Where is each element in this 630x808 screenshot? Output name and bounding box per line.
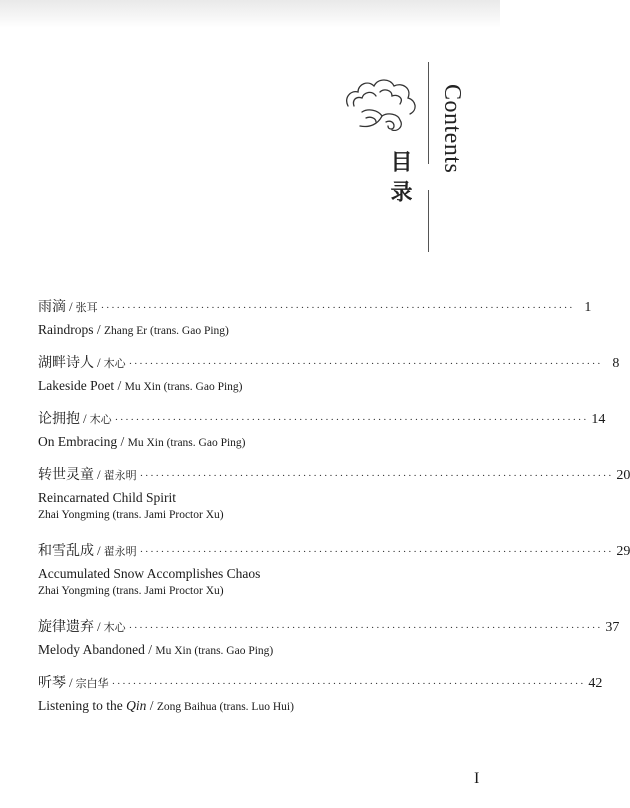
toc-chinese-line bbox=[38, 616, 620, 636]
english-byline: Zong Baihua (trans. Luo Hui) bbox=[156, 701, 294, 713]
english-byline: Mu Xin (trans. Gao Ping) bbox=[155, 645, 274, 657]
toc-chinese-line bbox=[38, 464, 630, 484]
chinese-author: 张耳 bbox=[75, 301, 98, 314]
english-byline: Zhai Yongming (trans. Jami Proctor Xu) bbox=[38, 585, 224, 597]
separator: / bbox=[69, 675, 73, 690]
chinese-title: 和雪乱成 bbox=[38, 543, 94, 559]
english-line: Melody Abandoned / Mu Xin (trans. Gao Ping) bbox=[38, 642, 274, 657]
dot-leader: ·························································································· bbox=[139, 546, 614, 558]
page-number: 29 bbox=[616, 544, 630, 559]
toc-entry[interactable] bbox=[38, 616, 620, 658]
english-title-italic: Qin bbox=[126, 698, 147, 713]
toc-chinese-line bbox=[38, 540, 630, 560]
chinese-title: 雨滴 bbox=[38, 299, 66, 315]
chinese-author: 木心 bbox=[103, 621, 126, 634]
dot-leader: ·························································································· bbox=[100, 302, 575, 314]
english-title: Accumulated Snow Accomplishes Chaos bbox=[38, 566, 261, 581]
page-number: 14 bbox=[591, 412, 606, 427]
dot-leader: ·························································································· bbox=[139, 470, 614, 482]
page-number: 8 bbox=[612, 356, 620, 371]
dot-leader: ·························································································· bbox=[114, 414, 589, 426]
toc-entry[interactable] bbox=[38, 464, 630, 521]
english-byline: Mu Xin (trans. Gao Ping) bbox=[127, 437, 246, 449]
toc-entry[interactable] bbox=[38, 352, 620, 394]
top-shading bbox=[0, 0, 500, 28]
chinese-title: 转世灵童 bbox=[38, 467, 94, 483]
english-line: Lakeside Poet / Mu Xin (trans. Gao Ping) bbox=[38, 378, 243, 393]
toc-entry[interactable] bbox=[38, 540, 630, 597]
toc-entry[interactable] bbox=[38, 296, 592, 338]
english-title-prefix: Listening to the bbox=[38, 698, 127, 713]
english-byline: Mu Xin (trans. Gao Ping) bbox=[124, 381, 243, 393]
chinese-author: 木心 bbox=[103, 357, 126, 370]
english-title: Lakeside Poet bbox=[38, 378, 115, 393]
english-title: On Embracing bbox=[38, 434, 118, 449]
page-folio: I bbox=[474, 770, 480, 787]
chinese-author: 翟永明 bbox=[103, 469, 137, 482]
page-number: 42 bbox=[588, 676, 603, 691]
chinese-title: 论拥抱 bbox=[38, 411, 80, 427]
vertical-rule-bottom bbox=[428, 190, 429, 252]
page-number: 20 bbox=[616, 468, 630, 483]
dot-leader: ·························································································· bbox=[111, 678, 586, 690]
chinese-author: 宗白华 bbox=[75, 677, 109, 690]
english-title: Reincarnated Child Spirit bbox=[38, 490, 176, 505]
vertical-rule-top bbox=[428, 62, 429, 164]
english-line: Raindrops / Zhang Er (trans. Gao Ping) bbox=[38, 322, 229, 337]
toc-chinese-line bbox=[38, 672, 603, 692]
chinese-author: 木心 bbox=[89, 413, 112, 426]
english-byline: Zhai Yongming (trans. Jami Proctor Xu) bbox=[38, 509, 224, 521]
separator: / bbox=[97, 467, 101, 482]
chinese-title: 听琴 bbox=[38, 675, 66, 691]
english-line: On Embracing / Mu Xin (trans. Gao Ping) bbox=[38, 434, 246, 449]
english-title: Melody Abandoned bbox=[38, 642, 145, 657]
cloud-ornament-icon bbox=[342, 76, 420, 138]
toc-chinese-line bbox=[38, 408, 606, 428]
toc-chinese-line bbox=[38, 352, 620, 372]
chinese-title: 湖畔诗人 bbox=[38, 355, 94, 371]
separator: / bbox=[83, 411, 87, 426]
separator: / bbox=[97, 619, 101, 634]
dot-leader: ·························································································· bbox=[128, 622, 603, 634]
toc-chinese-line bbox=[38, 296, 592, 316]
dot-leader: ·························································································· bbox=[128, 358, 603, 370]
contents-heading-chinese: 目录 bbox=[387, 150, 413, 210]
page-number: 1 bbox=[584, 300, 592, 315]
english-title: Raindrops bbox=[38, 322, 94, 337]
contents-heading: Contents bbox=[439, 84, 465, 174]
chinese-title: 旋律遗弃 bbox=[38, 619, 94, 635]
separator: / bbox=[69, 299, 73, 314]
chinese-author: 翟永明 bbox=[103, 545, 137, 558]
english-byline: Zhang Er (trans. Gao Ping) bbox=[104, 325, 229, 337]
separator: / bbox=[97, 543, 101, 558]
english-line: Listening to the Qin / Zong Baihua (trans. Luo Hui) bbox=[38, 698, 294, 713]
page-number: 37 bbox=[605, 620, 620, 635]
toc-entry[interactable] bbox=[38, 672, 603, 714]
separator: / bbox=[97, 355, 101, 370]
toc-entry[interactable] bbox=[38, 408, 606, 450]
